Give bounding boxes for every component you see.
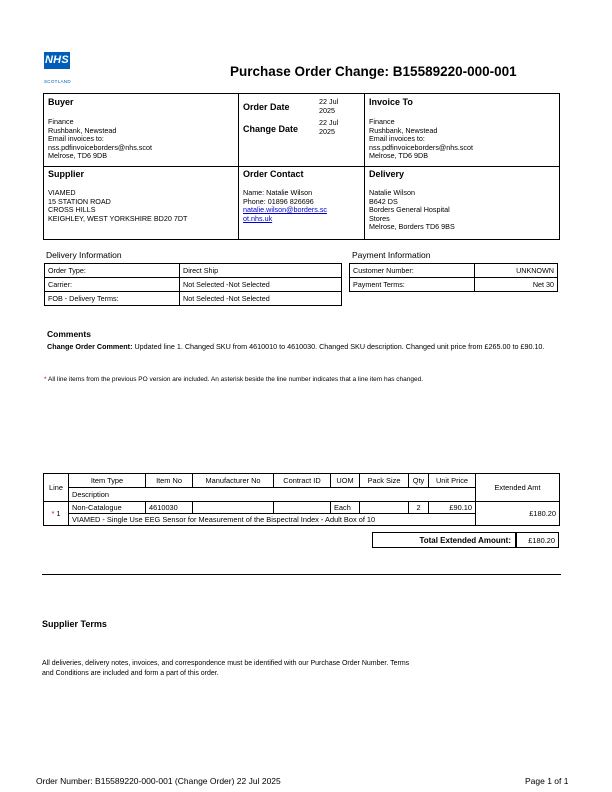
buyer-address: Finance Rushbank, Newstead Email invoices to: nss.pdfinvoiceborders@nhs.scot Melrose, TD6 9DB (48, 117, 152, 161)
contact-phone: Phone: 01896 826696 (243, 196, 314, 206)
divider (42, 574, 561, 575)
table-row: Customer Number: UNKNOWN (350, 264, 558, 278)
delivery-info-title: Delivery Information (46, 250, 122, 260)
table-row: Payment Terms: Net 30 (350, 278, 558, 292)
table-header-row: Line Item Type Item No Manufacturer No Contract ID UOM Pack Size Qty Unit Price Extended Amt (44, 474, 560, 488)
change-date-value: 22 Jul 2025 (319, 118, 339, 136)
table-row: * 1 Non-Catalogue 4610030 Each 2 £90.10 £180.20 (44, 502, 560, 514)
total-value: £180.20 (516, 532, 559, 548)
delivery-address: Natalie Wilson B642 DS Borders General Hospital Stores Melrose, Borders TD6 9BS (369, 188, 455, 232)
footer-order-number: Order Number: B15589220-000-001 (Change Order) 22 Jul 2025 (36, 776, 281, 786)
order-contact-heading: Order Contact (243, 169, 304, 179)
payment-info-title: Payment Information (352, 250, 431, 260)
page-title: Purchase Order Change: B15589220-000-001 (230, 64, 517, 79)
order-contact-details (243, 189, 327, 223)
logo-region: SCOTLAND (44, 79, 71, 84)
supplier-heading: Supplier (48, 169, 85, 179)
table-row: Carrier: Not Selected -Not Selected (45, 278, 342, 292)
total-label: Total Extended Amount: (372, 532, 516, 548)
supplier-terms-text: All deliveries, delivery notes, invoices, and correspondence must be identified with our Purchase Order Number. Terms and Conditions are included and form a part of this order. (42, 660, 410, 677)
order-date-label: Order Date (243, 102, 290, 112)
logo-brand: NHS (44, 52, 70, 69)
table-row: VIAMED - Single Use EEG Sensor for Measurement of the Bispectral Index - Adult Box of 10 (44, 514, 560, 526)
invoice-to-box (364, 93, 560, 167)
table-row: Order Type: Direct Ship (45, 264, 342, 278)
supplier-terms-heading: Supplier Terms (42, 619, 107, 629)
supplier-box (43, 166, 239, 240)
delivery-box (364, 166, 560, 240)
supplier-address: VIAMED 15 STATION ROAD CROSS HILLS KEIGHLEY, WEST YORKSHIRE BD20 7DT (48, 188, 188, 223)
order-contact-box (238, 166, 365, 240)
table-row: FOB - Delivery Terms: Not Selected -Not Selected (45, 292, 342, 306)
change-date-label: Change Date (243, 124, 299, 134)
comments-heading: Comments (47, 329, 91, 339)
nhs-scotland-logo (44, 52, 70, 90)
contact-email-link[interactable]: natalie.wilson@borders.sc ot.nhs.uk (243, 205, 328, 223)
delivery-heading: Delivery (369, 169, 405, 179)
order-date-value: 22 Jul 2025 (319, 97, 339, 115)
invoice-to-heading: Invoice To (369, 97, 413, 107)
delivery-info-table (44, 263, 342, 306)
comments-text: Change Order Comment: Updated line 1. Changed SKU from 4610010 to 4610030. Changed SKU description. Changed unit price from £265.00 to £90.10. (47, 342, 545, 351)
buyer-heading: Buyer (48, 97, 74, 107)
buyer-box (43, 93, 239, 167)
contact-name: Name: Natalie Wilson (243, 188, 313, 197)
invoice-to-address: Finance Rushbank, Newstead Email invoices to: nss.pdfinvoiceborders@nhs.scot Melrose, TD6 9DB (369, 117, 473, 161)
table-header-row: Description (44, 488, 560, 502)
footer-page-number: Page 1 of 1 (525, 776, 569, 786)
line-items-table (43, 473, 560, 526)
dates-box (238, 93, 365, 167)
asterisk-note: * All line items from the previous PO version are included. An asterisk beside the line number indicates that a line item has changed. (44, 376, 424, 383)
payment-info-table (349, 263, 558, 292)
